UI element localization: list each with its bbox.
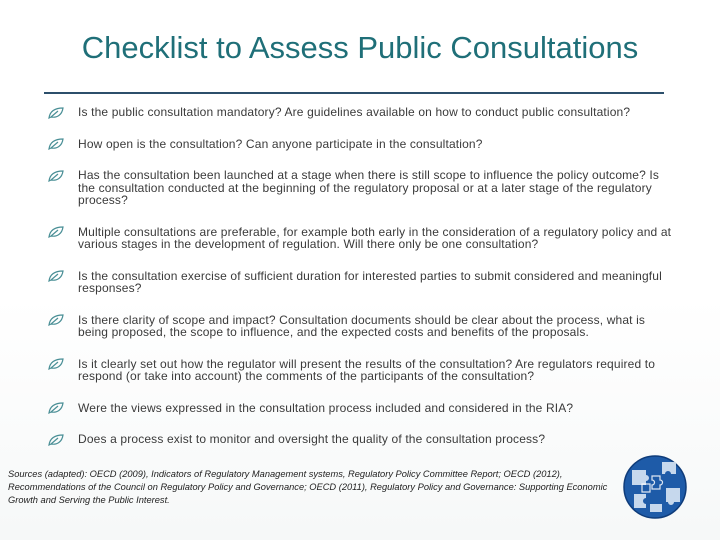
- checklist-item-text: How open is the consultation? Can anyone participate in the consultation?: [78, 136, 483, 151]
- checklist: [48, 106, 673, 465]
- sources-footnote: Sources (adapted): OECD (2009), Indicators of Regulatory Management systems, Regulatory Policy Committee Report; OECD (2012), Recommendations of the Council on Regulatory Policy and Governance; OECD (2011), Regulatory Policy and Governance: Supporting Economic Growth and Serving the Public Interest.: [8, 469, 608, 505]
- checklist-item: [48, 138, 673, 151]
- leaf-icon: [48, 107, 64, 119]
- checklist-item: [48, 433, 673, 446]
- leaf-icon: [48, 402, 64, 414]
- checklist-item-text: Does a process exist to monitor and oversight the quality of the consultation process?: [78, 432, 546, 446]
- checklist-item: [48, 358, 673, 383]
- checklist-item-text: Has the consultation been launched at a stage when there is still scope to influence the policy outcome? Is the consultation conducted at the beginning of the regulatory proposal or at a later stage of the regulatory process?: [78, 168, 660, 207]
- checklist-item-text: Is there clarity of scope and impact? Consultation documents should be clear about the process, what is being proposed, the scope to influence, and the expected costs and benefits of the proposals.: [78, 312, 646, 339]
- checklist-item: [48, 226, 673, 251]
- puzzle-globe-logo: [622, 454, 688, 520]
- checklist-item: [48, 106, 673, 119]
- checklist-item-text: Multiple consultations are preferable, for example both early in the consideration of a regulatory policy and at various stages in the development of regulation. Will there only be one consultation?: [78, 224, 672, 251]
- checklist-item-text: Is it clearly set out how the regulator will present the results of the consultation? Are regulators required to respond (or take into account) the comments of the participants of the consultation?: [78, 356, 656, 383]
- checklist-item: [48, 402, 673, 415]
- leaf-icon: [48, 358, 64, 370]
- checklist-item: [48, 314, 673, 339]
- checklist-item-text: Were the views expressed in the consultation process included and considered in the RIA?: [78, 400, 574, 415]
- leaf-icon: [48, 226, 64, 238]
- slide-title: Checklist to Assess Public Consultations: [81, 29, 639, 65]
- leaf-icon: [48, 138, 64, 150]
- leaf-icon: [48, 170, 64, 182]
- title-divider: [44, 92, 664, 94]
- leaf-icon: [48, 270, 64, 282]
- leaf-icon: [48, 314, 64, 326]
- checklist-item: [48, 270, 673, 295]
- checklist-item: [48, 169, 673, 207]
- checklist-item-text: Is the consultation exercise of sufficient duration for interested parties to submit considered and meaningful responses?: [78, 268, 662, 295]
- checklist-item-text: Is the public consultation mandatory? Are guidelines available on how to conduct public consultation?: [78, 105, 631, 119]
- leaf-icon: [48, 434, 64, 446]
